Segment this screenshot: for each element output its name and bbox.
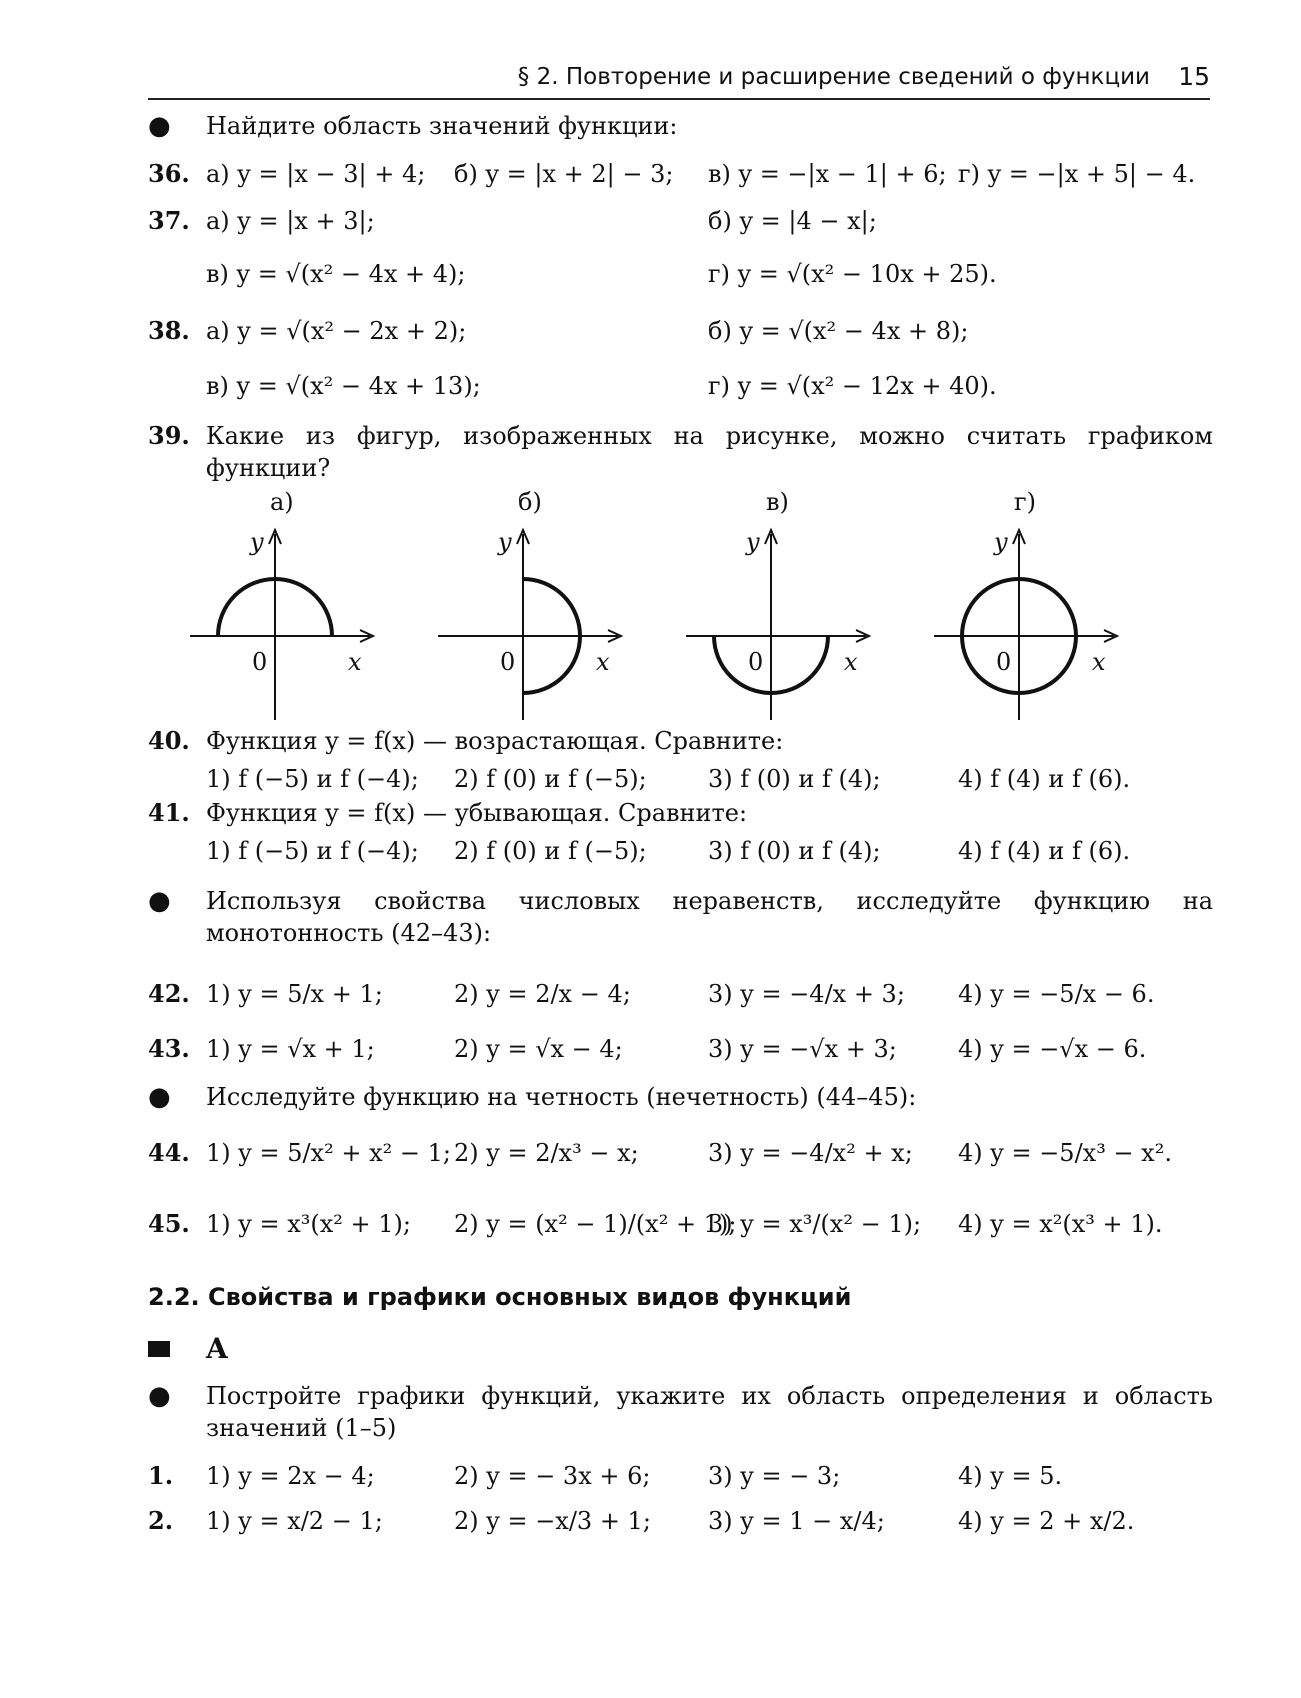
figure-d [934,490,1117,720]
y-axis-label: y [994,528,1008,556]
square-marker [148,1341,170,1357]
origin-label: 0 [500,648,516,676]
option-3: 3) y = −4/x² + x; [708,1139,913,1167]
instruction-monotonic [148,885,1213,951]
option-3: 3) f (0) и f (4); [708,765,881,793]
option-3: 3) y = − 3; [708,1462,841,1490]
y-axis-label: y [498,528,512,556]
problem-text: Функция y = f(x) — убывающая. Сравните: [206,799,748,827]
problem-text: Какие из фигур, изображенных на рисунке, можно считать графиком функции? [206,422,1213,482]
option-2: 2) y = (x² − 1)/(x² + 1); [454,1210,737,1238]
option-4: 4) y = −√x − 6. [958,1035,1147,1063]
option-3: 3) f (0) и f (4); [708,837,881,865]
option-b: б) y = |x + 2| − 3; [454,160,674,188]
header-title: § 2. Повторение и расширение сведений о функции [517,64,1150,90]
option-a: а) y = |x + 3|; [206,207,375,235]
problem-number: 42. [148,979,190,1008]
option-b: б) y = |4 − x|; [708,207,877,235]
option-2: 2) y = −x/3 + 1; [454,1507,651,1535]
problem-number: 45. [148,1209,190,1238]
option-c: в) y = −|x − 1| + 6; [708,160,947,188]
instruction-text: Найдите область значений функции: [206,112,678,140]
page-header [148,60,1210,100]
instruction-text: Исследуйте функцию на четность (нечетность) (44–45): [206,1083,917,1111]
figures-39 [170,490,1210,720]
option-1: 1) y = x/2 − 1; [206,1507,383,1535]
option-4: 4) y = 5. [958,1462,1063,1490]
origin-label: 0 [252,648,268,676]
option-d: г) y = √(x² − 10x + 25). [708,260,997,288]
problem-number: 43. [148,1034,190,1063]
option-2: 2) y = 2/x − 4; [454,980,631,1008]
bullet: ● [148,111,171,141]
option-4: 4) f (4) и f (6). [958,765,1131,793]
option-3: 3) y = −4/x + 3; [708,980,905,1008]
problem-number: 37. [148,206,190,235]
figure-label: б) [518,490,542,516]
group-marker [148,1333,1213,1365]
option-2: 2) f (0) и f (−5); [454,765,647,793]
option-c: в) y = √(x² − 4x + 4); [206,260,466,288]
option-3: 3) y = x³/(x² − 1); [708,1210,922,1238]
problem-number: 39. [148,421,190,450]
option-4: 4) y = 2 + x/2. [958,1507,1135,1535]
problem-number: 40. [148,726,190,755]
instruction-text: Постройте графики функций, укажите их область определения и область значений (1–5) [206,1382,1213,1442]
option-c: в) y = √(x² − 4x + 13); [206,372,481,400]
instruction-graphs [148,1380,1213,1446]
figure-b [438,490,621,720]
figure-a [190,490,373,720]
option-2: 2) f (0) и f (−5); [454,837,647,865]
section-heading: 2.2. Свойства и графики основных видов функций [148,1283,852,1311]
figure-label: г) [1014,490,1036,516]
option-a: а) y = |x − 3| + 4; [206,160,426,188]
option-3: 3) y = −√x + 3; [708,1035,897,1063]
option-4: 4) y = −5/x − 6. [958,980,1155,1008]
x-axis-label: x [844,648,858,676]
option-4: 4) f (4) и f (6). [958,837,1131,865]
option-2: 2) y = √x − 4; [454,1035,623,1063]
option-1: 1) y = 5/x² + x² − 1; [206,1139,451,1167]
origin-label: 0 [996,648,1012,676]
problem-number: 38. [148,316,190,345]
origin-label: 0 [748,648,764,676]
option-d: г) y = √(x² − 12x + 40). [708,372,997,400]
option-2: 2) y = 2/x³ − x; [454,1139,639,1167]
group-label: A [206,1332,228,1365]
option-4: 4) y = −5/x³ − x². [958,1139,1172,1167]
problem-number: 2. [148,1506,174,1535]
problem-number: 44. [148,1138,190,1167]
y-axis-label: y [746,528,760,556]
option-3: 3) y = 1 − x/4; [708,1507,885,1535]
instruction-text: Используя свойства числовых неравенств, исследуйте функцию на монотонность (42–43): [206,887,1213,947]
problem-text: Функция y = f(x) — возрастающая. Сравните: [206,727,784,755]
bullet: ● [148,1381,171,1411]
problem-39 [148,420,1213,486]
option-1: 1) y = 2x − 4; [206,1462,375,1490]
problem-number: 36. [148,159,190,188]
page-number: 15 [1178,62,1210,91]
x-axis-label: x [348,648,362,676]
figure-c [686,490,869,720]
option-1: 1) f (−5) и f (−4); [206,837,419,865]
option-b: б) y = √(x² − 4x + 8); [708,317,969,345]
option-4: 4) y = x²(x³ + 1). [958,1210,1163,1238]
option-d: г) y = −|x + 5| − 4. [958,160,1196,188]
option-a: а) y = √(x² − 2x + 2); [206,317,467,345]
problem-number: 1. [148,1461,174,1490]
x-axis-label: x [596,648,610,676]
option-1: 1) y = x³(x² + 1); [206,1210,411,1238]
option-2: 2) y = − 3x + 6; [454,1462,651,1490]
figure-label: а) [270,490,294,516]
x-axis-label: x [1092,648,1106,676]
bullet: ● [148,886,171,916]
option-1: 1) f (−5) и f (−4); [206,765,419,793]
figure-label: в) [766,490,789,516]
y-axis-label: y [250,528,264,556]
option-1: 1) y = 5/x + 1; [206,980,383,1008]
problem-number: 41. [148,798,190,827]
bullet: ● [148,1082,171,1112]
option-1: 1) y = √x + 1; [206,1035,375,1063]
